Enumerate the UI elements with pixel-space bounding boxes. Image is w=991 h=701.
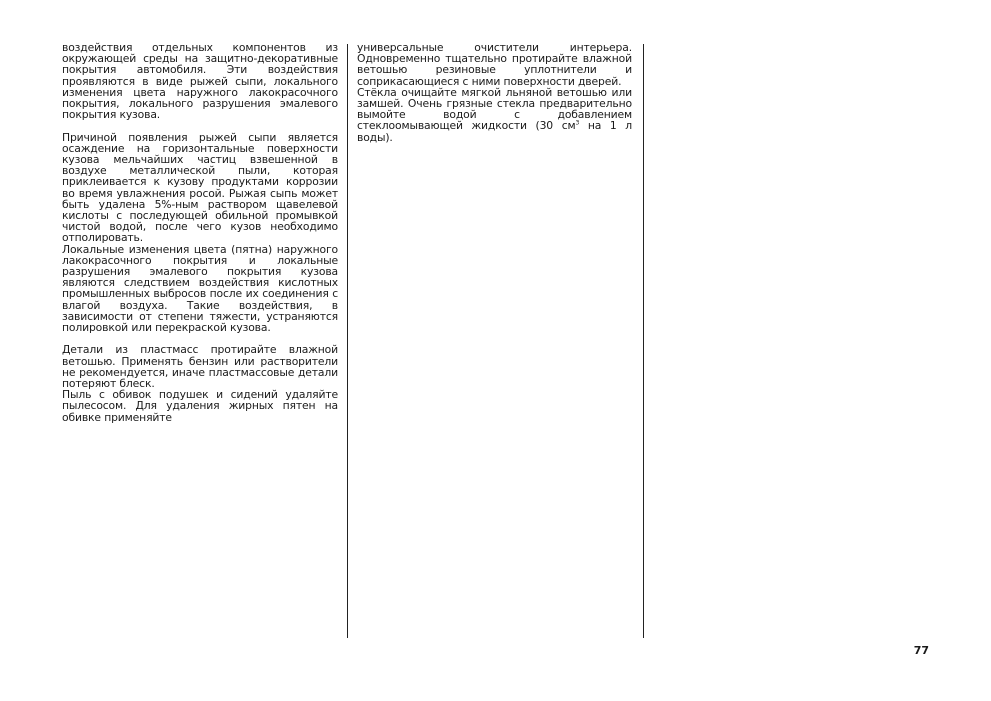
paragraph-gap bbox=[62, 120, 338, 131]
column-divider-right bbox=[643, 44, 644, 638]
paragraph-plastic-parts: Детали из пластмасс протирайте влажной ветошью. Применять бензин или растворители не рекомендуется, иначе пластмассовые детали потеряют блеск. bbox=[62, 343, 338, 391]
right-text-column bbox=[357, 42, 632, 143]
paragraph-upholstery-dust: Пыль с обивок подушек и сидений удаляйте пылесосом. Для удаления жирных пятен на обивке применяйте bbox=[62, 388, 338, 424]
column-divider-left bbox=[347, 44, 348, 638]
paragraph-color-changes: Локальные изменения цвета (пятна) наружного лакокрасочного покрытия и локальные разрушения эмалевого покрытия кузова являются следствием воздействия кислотных промышленных выбросов после их соединения с влагой воздуха. Такие воздействия, в зависимости от степени тяжести, устраняются полировкой или перекраской кузова. bbox=[62, 242, 338, 335]
paragraph-external-influences: воздействия отдельных компонентов из окружающей среды на защитно-декоративные покрытия автомобиля. Эти воздействия проявляются в виде рыжей сыпи, локального изменения цвета наружного лакокрасочного покрытия, локального разрушения эмалевого покрытия кузова. bbox=[62, 41, 338, 122]
page-number: 77 bbox=[913, 644, 929, 657]
paragraph-interior-cleaners: универсальные очистители интерьера. Одновременно тщательно протирайте влажной ветошью резиновые уплотнители и соприкасающиеся с ними поверхности дверей. bbox=[357, 41, 632, 88]
paragraph-glass-cleaning bbox=[357, 87, 632, 143]
paragraph-rust-rash: Причиной появления рыжей сыпи является осаждение на горизонтальные поверхности кузова мельчайших частиц взвешенной в воздухе металлической пыли, которая приклеивается к кузову продуктами коррозии во время увлажнения росой. Рыжая сыпь может быть удалена 5%-ным раствором щавелевой кислоты с последующей обильной промывкой чистой водой, после чего кузов необходимо отполировать. bbox=[62, 130, 338, 245]
cubic-superscript: 3 bbox=[575, 119, 580, 127]
glass-cleaning-tail: на 1 л воды). bbox=[357, 119, 632, 144]
glass-cleaning-text: Стёкла очищайте мягкой льняной ветошью или замшей. Очень грязные стекла предварительно вымойте водой с добавлением стеклоомывающей жидкости (30 см bbox=[357, 85, 632, 133]
left-text-column bbox=[62, 42, 338, 423]
